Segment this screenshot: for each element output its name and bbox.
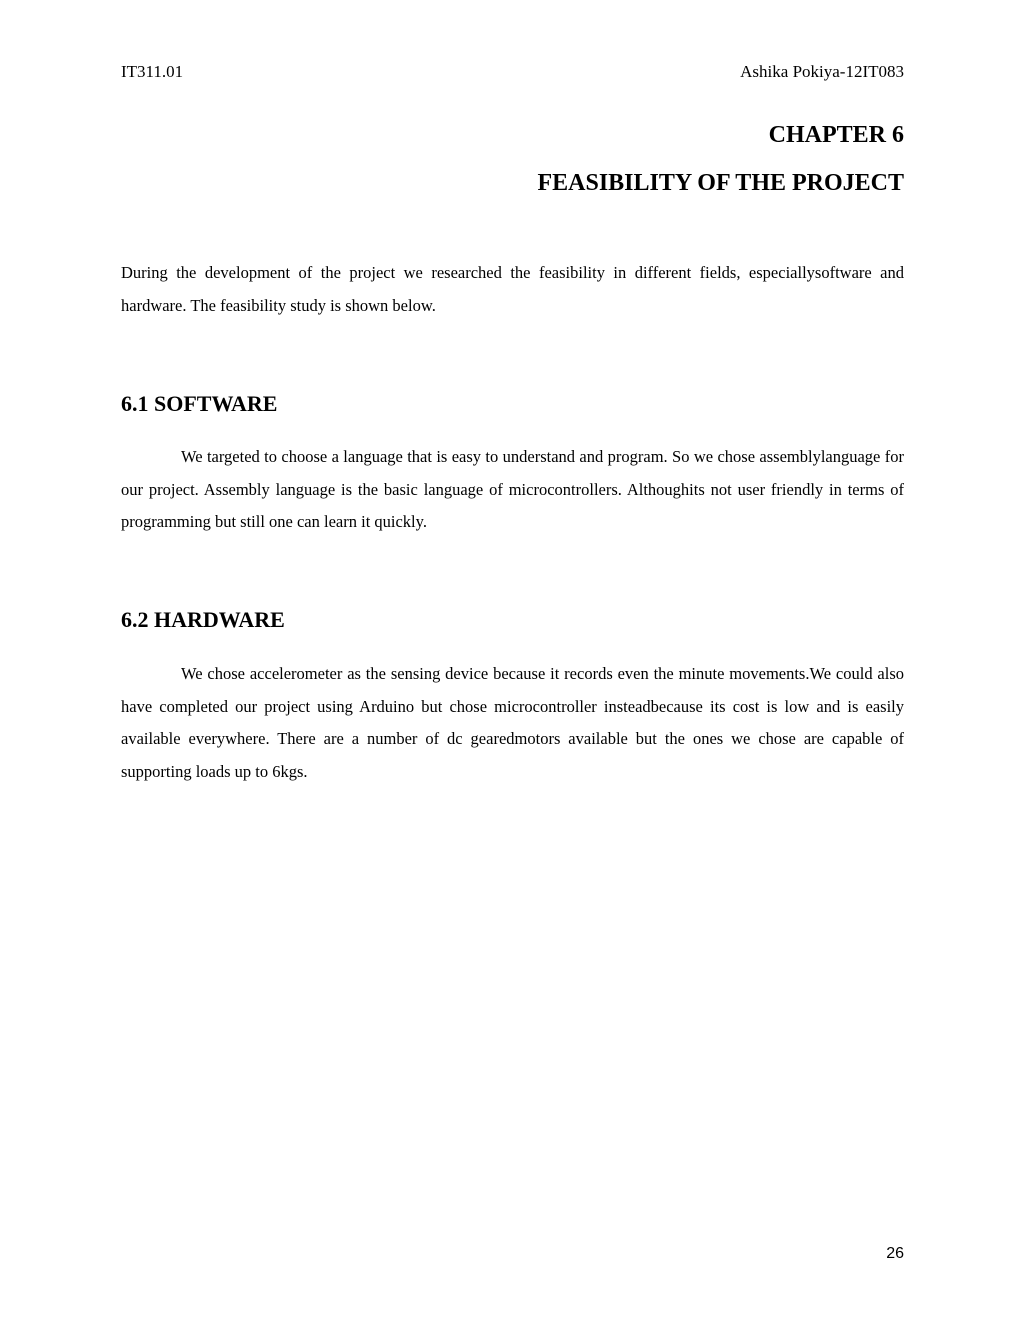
section-heading-hardware: 6.2 HARDWARE bbox=[121, 607, 285, 632]
intro-paragraph: During the development of the project we researched the feasibility in different fields, especiallysoftware and hardware. The feasibility study is shown below. bbox=[121, 263, 904, 315]
section-heading-software: 6.1 SOFTWARE bbox=[121, 391, 278, 416]
section-body-hardware: We chose accelerometer as the sensing device because it records even the minute movements.We could also have completed our project using Arduino but chose microcontroller insteadbecause its cost is low and is easily available everywhere. There are a number of dc gearedmotors available but the ones we chose are capable of supporting loads up to 6kgs. bbox=[121, 664, 904, 781]
page-number: 26 bbox=[886, 1245, 904, 1262]
header-author: Ashika Pokiya-12IT083 bbox=[740, 62, 904, 81]
chapter-title: FEASIBILITY OF THE PROJECT bbox=[537, 170, 904, 196]
section-body-software: We targeted to choose a language that is easy to understand and program. So we chose assemblylanguage for our project. Assembly language is the basic language of microcontrollers. Althoughits not user friendly in terms of programming but still one can learn it quickly. bbox=[121, 447, 904, 531]
header-course-code: IT311.01 bbox=[121, 62, 184, 81]
chapter-number: CHAPTER 6 bbox=[768, 122, 904, 148]
